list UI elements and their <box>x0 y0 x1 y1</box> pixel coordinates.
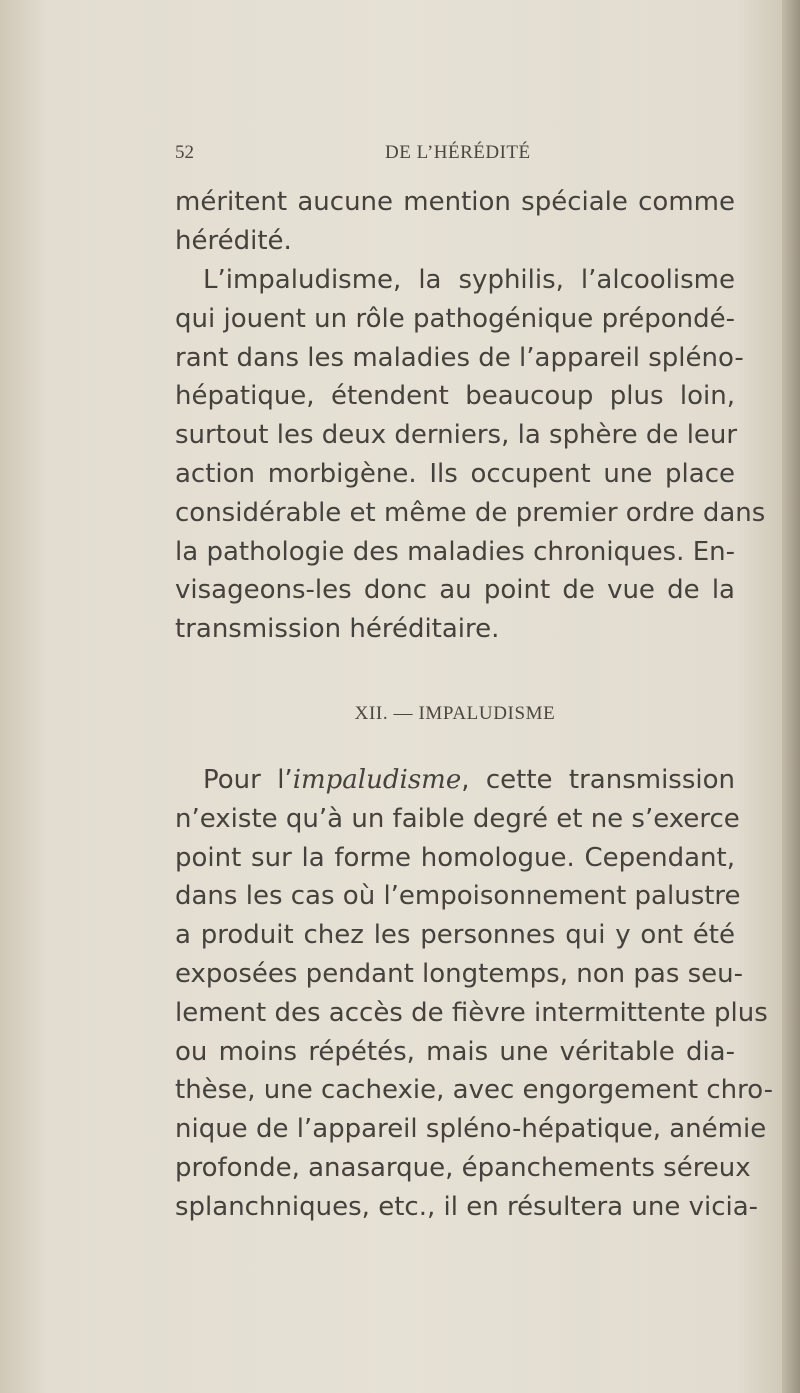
text-line: ou moins répétés, mais une véritable dia- <box>175 1036 735 1067</box>
section-title: XII. — IMPALUDISME <box>354 703 556 724</box>
page-number: 52 <box>175 142 194 163</box>
text-line: dans les cas où l’empoisonnement palustre <box>175 881 741 912</box>
text-line: profonde, anasarque, épanchements séreux <box>175 1152 751 1183</box>
text-line: L’impaludisme, la syphilis, l’alcoolisme <box>203 265 735 295</box>
text-line: point sur la forme homologue. Cependant, <box>175 842 735 873</box>
text-fragment: , cette transmission <box>461 765 735 795</box>
text-line: considérable et même de premier ordre dans <box>175 497 766 528</box>
page-edge <box>782 0 800 1393</box>
text-line: hérédité. <box>175 225 292 256</box>
paragraph-2 <box>175 261 766 649</box>
paragraph-1 <box>175 183 735 261</box>
text-line: lement des accès de fièvre intermittente plus <box>175 997 768 1028</box>
text-line: surtout les deux derniers, la sphère de leur <box>175 420 738 451</box>
text-line: splanchniques, etc., il en résultera une vicia- <box>175 1191 759 1222</box>
text-line: hépatique, étendent beaucoup plus loin, <box>175 381 735 412</box>
text-line: rant dans les maladies de l’appareil spléno- <box>175 342 744 373</box>
text-line: méritent aucune mention spéciale comme <box>175 187 735 217</box>
paragraph-3 <box>175 761 774 1227</box>
text-line-first <box>175 761 735 800</box>
text-line: qui jouent un rôle pathogénique prépondé- <box>175 303 735 334</box>
text-fragment: Pour l’ <box>203 765 293 795</box>
text-line: exposées pendant longtemps, non pas seu- <box>175 958 744 989</box>
text-line: transmission héréditaire. <box>175 614 500 645</box>
text-line: visageons-les donc au point de vue de la <box>175 575 735 606</box>
text-line: action morbigène. Ils occupent une place <box>175 458 735 489</box>
running-header <box>175 142 735 172</box>
text-line: n’existe qu’à un faible degré et ne s’exerce <box>175 803 740 834</box>
text-line: nique de l’appareil spléno-hépatique, anémie <box>175 1114 767 1145</box>
running-title: DE L’HÉRÉDITÉ <box>385 142 531 163</box>
text-line: thèse, une cachexie, avec engorgement chro- <box>175 1075 774 1106</box>
italic-term: impaludisme <box>292 765 462 795</box>
text-line: la pathologie des maladies chroniques. En- <box>175 536 735 567</box>
text-line: a produit chez les personnes qui y ont été <box>175 920 735 951</box>
